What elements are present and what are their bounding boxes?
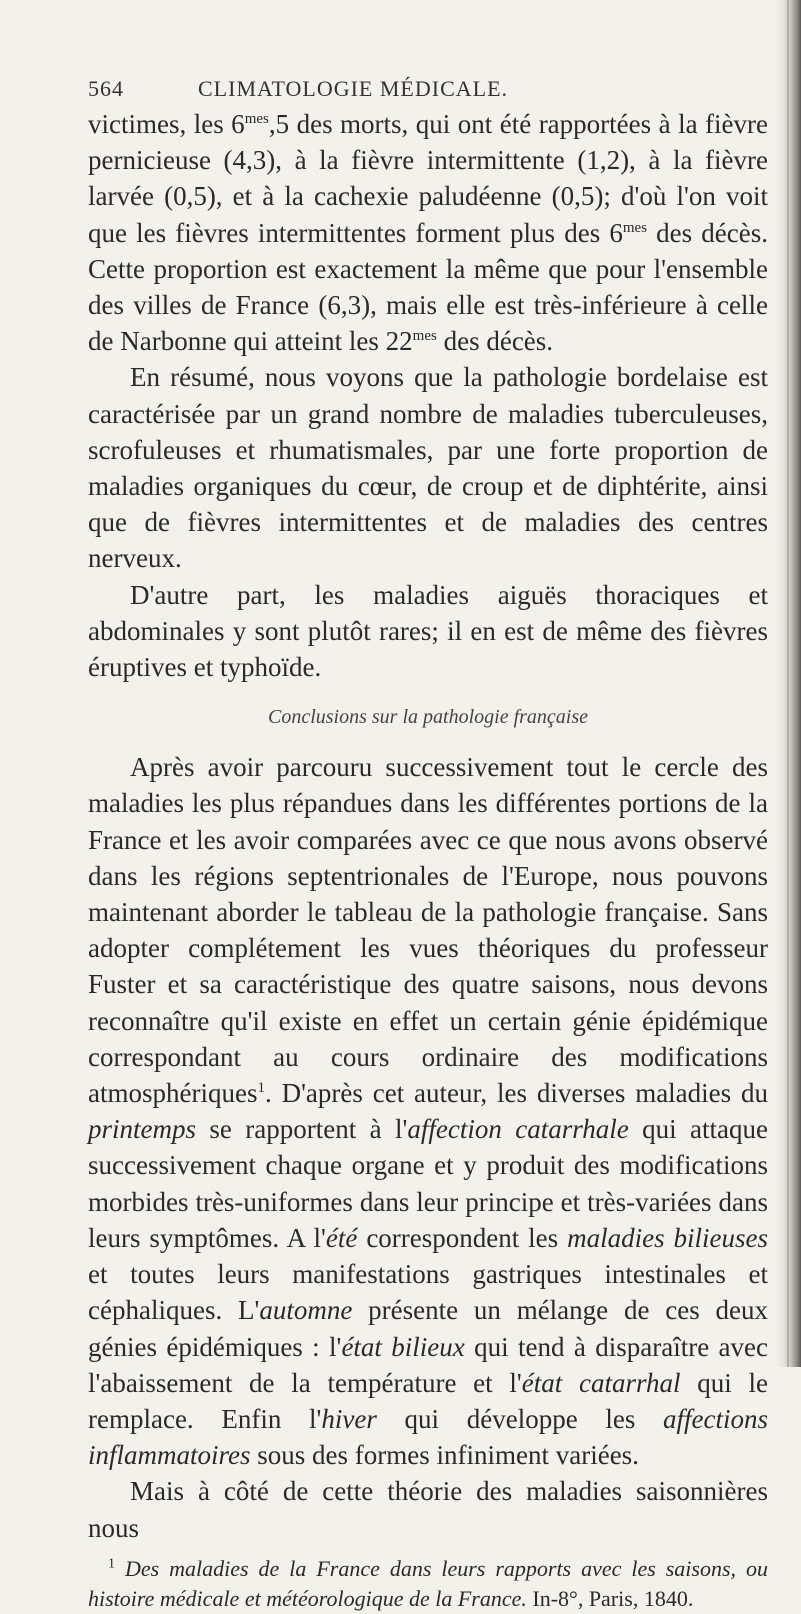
- p4-text-a: Après avoir parcouru successivement tout le cercle des maladies les plus répandues dans les différentes portions de la France et les avoir comparées avec ce que nous avons observé dans les régions septentrionales de l'Europe, nous pouvons maintenant aborder le tableau de la pathologie française. Sans adopter complétement les vues théoriques du professeur Fuster et sa caractéristique des quatre saisons, nous devons reconnaître qu'il existe en effet un certain génie épidémique correspondant au cours ordinaire des modifications atmosphériques: [88, 752, 768, 1109]
- p4-italic-6: état bilieux: [341, 1331, 465, 1362]
- p4-text-c: se rapportent à l': [196, 1114, 408, 1145]
- p4-text-k: qui développe les: [376, 1403, 664, 1434]
- p1-sup-2: mes: [622, 219, 648, 236]
- footnote-title: Des maladies de la France dans leurs rapports avec les saisons, ou histoire médicale et météorologique de la France.: [88, 1555, 768, 1611]
- p4-italic-4: maladies bilieuses: [567, 1222, 769, 1253]
- paragraph-2: En résumé, nous voyons que la pathologie bordelaise est caractérisée par un grand nombre de maladies tuberculeuses, scrofuleuses et rhumatismales, par une forte proportion de maladies organiques du cœur, de croup et de diphtérite, ainsi que de fièvres intermittentes et de maladies des centres nerveux.: [88, 362, 768, 574]
- p4-text-b: . D'après cet auteur, les diverses maladies du: [264, 1078, 768, 1109]
- p1-sup-3: mes: [412, 328, 437, 345]
- paragraph-5: Mais à côté de cette théorie des maladies saisonnières nous: [88, 1476, 768, 1543]
- p1-text-d: des décès.: [436, 326, 554, 357]
- paragraph-3: D'autre part, les maladies aiguës thoraciques et abdominales y sont plutôt rares; il en est de même des fièvres éruptives et typhoïde.: [88, 579, 768, 683]
- p4-italic-9: affections inflammatoires: [88, 1403, 769, 1471]
- p4-text-g: présente un mélange de ces deux génies épidémiques : l': [88, 1295, 768, 1362]
- p4-italic-3: été: [325, 1222, 358, 1253]
- footnote-reference: 1: [257, 1080, 265, 1097]
- p4-text-l: sous des formes infiniment variées.: [250, 1440, 639, 1471]
- running-title: CLIMATOLOGIE MÉDICALE.: [198, 76, 509, 101]
- paragraph-4: [88, 749, 768, 1473]
- p4-italic-8: hiver: [321, 1403, 377, 1434]
- page-edge-line: [787, 0, 789, 1367]
- p4-text-e: correspondent les: [357, 1222, 568, 1253]
- p4-text-h: qui tend à disparaître avec l'abaissement de la température et l': [88, 1331, 769, 1398]
- footnote-publication: In-8°, Paris, 1840.: [526, 1585, 694, 1611]
- p1-text-a: victimes, les 6: [88, 109, 245, 139]
- p4-text-f: et toutes leurs manifestations gastriques intestinales et céphaliques. L': [88, 1259, 768, 1326]
- p4-text-d: qui attaque successivement chaque organe et y produit des modifications morbides très-uniformes dans leur principe et très-variées dans leurs symptômes. A l': [88, 1114, 768, 1253]
- page-number: 564: [88, 76, 124, 101]
- section-title: Conclusions sur la pathologie française: [268, 706, 588, 729]
- p4-italic-7: état catarrhal: [521, 1367, 681, 1398]
- paragraph-1: [88, 106, 768, 359]
- p1-sup-1: mes: [244, 111, 269, 127]
- footnote-mark: 1: [108, 1556, 115, 1572]
- p1-text-b: ,5 des morts, qui ont été rapportées à la fièvre pernicieuse (4,3), à la fièvre intermittente (1,2), à la fièvre larvée (0,5), et à la cachexie paludéenne (0,5); d'où l'on voit que les fièvres intermittentes forment plus des 6: [88, 109, 768, 248]
- p4-italic-1: printemps: [88, 1114, 196, 1145]
- p4-italic-5: automne: [259, 1295, 353, 1326]
- p1-text-c: des décès. Cette proportion est exactement la même que pour l'ensemble des villes de France (6,3), mais elle est très-inférieure à celle de Narbonne qui atteint les 22: [88, 217, 768, 357]
- p4-italic-2: affection catarrhale: [407, 1114, 629, 1145]
- running-header: [88, 76, 768, 104]
- p4-text-j: qui le remplace. Enfin l': [88, 1367, 768, 1434]
- footnote: [88, 1554, 768, 1614]
- body-text: [88, 106, 768, 1614]
